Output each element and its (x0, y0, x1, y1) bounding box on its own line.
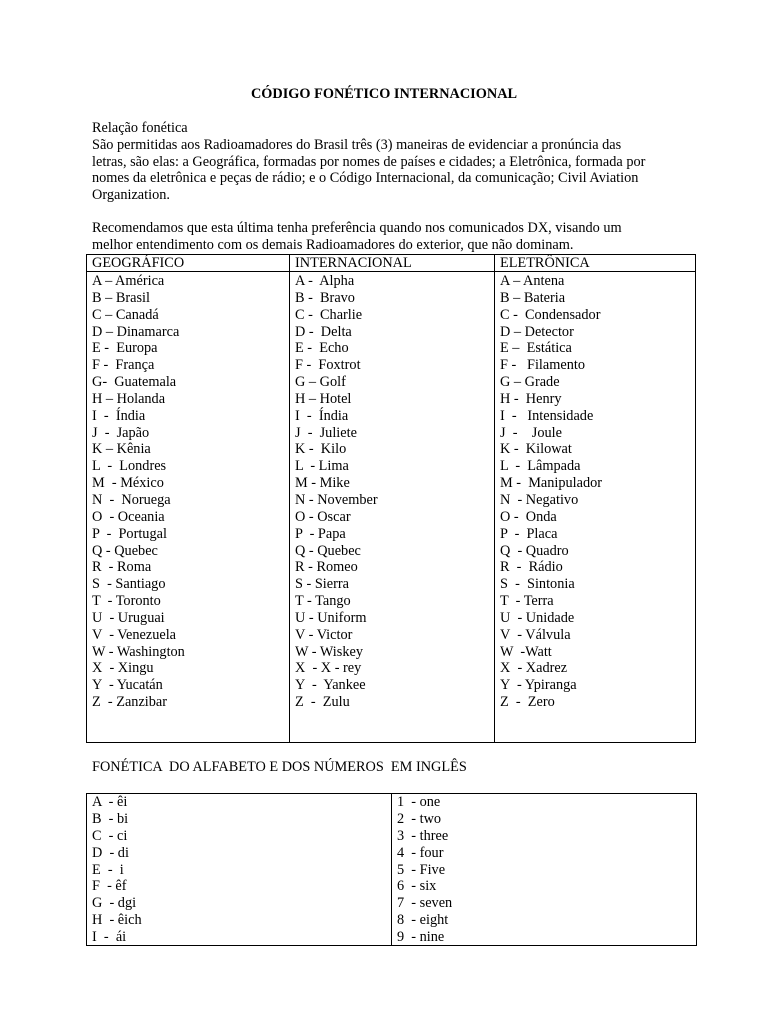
internacional-entry: B - Bravo (295, 289, 355, 306)
number-entry: 3 - three (397, 827, 449, 844)
numbers-column (392, 794, 696, 945)
geografico-entry: Z - Zanzibar (92, 694, 168, 711)
internacional-entry: N - November (295, 491, 378, 508)
internacional-entry: G – Golf (295, 374, 346, 391)
header-internacional: INTERNACIONAL (290, 255, 494, 272)
letter-entry: I - ái (92, 929, 127, 946)
internacional-entry: Q - Quebec (295, 542, 361, 559)
internacional-entry: I - Índia (295, 407, 349, 424)
eletronica-entry: K - Kilowat (500, 441, 572, 458)
letter-entry: H - êich (92, 912, 142, 929)
geografico-entry: R - Roma (92, 559, 152, 576)
geografico-entry: E - Europa (92, 340, 158, 357)
geografico-entry: A – América (92, 273, 165, 289)
geografico-entry: C – Canadá (92, 306, 159, 323)
number-entry: 5 - Five (397, 861, 446, 878)
eletronica-entry: V - Válvula (500, 626, 571, 643)
letter-entry: B - bi (92, 810, 129, 827)
eletronica-entry: H - Henry (500, 390, 562, 407)
eletronica-entry: R - Rádio (500, 559, 563, 576)
letters-column (87, 794, 392, 945)
eletronica-entry: L - Lâmpada (500, 458, 581, 475)
geografico-entry: N - Noruega (92, 491, 171, 508)
eletronica-entry: B – Bateria (500, 289, 566, 306)
header-eletronica: ELETRÔNICA (495, 255, 695, 272)
geografico-entry: G- Guatemala (92, 374, 177, 391)
geografico-entry: V - Venezuela (92, 626, 177, 643)
eletronica-rows (495, 272, 695, 711)
internacional-entry: D - Delta (295, 323, 352, 340)
internacional-column (290, 255, 495, 742)
number-entry: 4 - four (397, 844, 444, 861)
letter-entry: C - ci (92, 827, 128, 844)
geografico-entry: Y - Yucatán (92, 677, 163, 694)
letter-entry: G - dgi (92, 895, 137, 912)
geografico-entry: T - Toronto (92, 593, 161, 610)
internacional-entry: O - Oscar (295, 508, 351, 525)
internacional-entry: V - Victor (295, 626, 353, 643)
number-entry: 7 - seven (397, 895, 453, 912)
internacional-entry: E - Echo (295, 340, 349, 357)
letter-entry: A - êi (92, 794, 128, 810)
eletronica-entry: S - Sintonia (500, 576, 575, 593)
geografico-entry: P - Portugal (92, 525, 167, 542)
number-entry: 8 - eight (397, 912, 449, 929)
eletronica-entry: Q - Quadro (500, 542, 569, 559)
internacional-entry: W - Wiskey (295, 643, 363, 660)
internacional-entry: C - Charlie (295, 306, 363, 323)
eletronica-entry: M - Manipulador (500, 475, 603, 492)
internacional-entry: J - Juliete (295, 424, 357, 441)
geografico-entry: B – Brasil (92, 289, 150, 306)
geografico-entry: H – Holanda (92, 390, 166, 407)
intro-paragraph (92, 120, 698, 204)
intro-line: nomes da eletrônica e peças de rádio; e o Código Internacional, da comunicação; Civil Aviation (92, 170, 639, 187)
intro-line: letras, são elas: a Geográfica, formadas por nomes de países e cidades; a Eletrônica, formada por (92, 153, 646, 170)
eletronica-entry: I - Intensidade (500, 407, 594, 424)
internacional-entry: K - Kilo (295, 441, 347, 458)
number-entry: 6 - six (397, 878, 437, 895)
document-title: CÓDIGO FONÉTICO INTERNACIONAL (250, 86, 518, 102)
eletronica-entry: T - Terra (500, 593, 554, 610)
geografico-entry: K – Kênia (92, 441, 151, 458)
internacional-entry: F - Foxtrot (295, 357, 361, 374)
internacional-entry: Y - Yankee (295, 677, 366, 694)
eletronica-entry: F - Filamento (500, 357, 585, 374)
geografico-entry: J - Japão (92, 424, 150, 441)
eletronica-entry: G – Grade (500, 374, 560, 391)
internacional-entry: S - Sierra (295, 576, 349, 593)
letter-entry: D - di (92, 844, 129, 861)
geografico-entry: O - Oceania (92, 508, 165, 525)
eletronica-entry: P - Placa (500, 525, 558, 542)
eletronica-entry: W -Watt (500, 643, 552, 660)
internacional-entry: U - Uniform (295, 609, 367, 626)
phonetic-table (86, 254, 696, 743)
letter-entry: E - i (92, 861, 124, 878)
intro-line: Organization. (92, 187, 170, 204)
geografico-entry: X - Xingu (92, 660, 154, 677)
number-entry: 9 - nine (397, 929, 445, 946)
eletronica-entry: O - Onda (500, 508, 557, 525)
eletronica-entry: C - Condensador (500, 306, 601, 323)
eletronica-entry: D – Detector (500, 323, 574, 340)
english-phonetic-table (86, 793, 697, 946)
internacional-entry: L - Lima (295, 458, 349, 475)
geografico-column (87, 255, 290, 742)
geografico-rows (87, 272, 289, 711)
geografico-entry: L - Londres (92, 458, 167, 475)
recommend-line: Recomendamos que esta última tenha preferência quando nos comunicados DX, visando um (92, 220, 622, 236)
geografico-entry: U - Uruguai (92, 609, 165, 626)
header-geografico: GEOGRÁFICO (87, 255, 289, 272)
eletronica-entry: Y - Ypiranga (500, 677, 577, 694)
eletronica-entry: X - Xadrez (500, 660, 568, 677)
geografico-entry: I - Índia (92, 407, 146, 424)
internacional-entry: T - Tango (295, 593, 351, 610)
recommend-line: melhor entendimento com os demais Radioamadores do exterior, que não dominam. (92, 236, 574, 253)
eletronica-column (495, 255, 695, 742)
eletronica-entry: N - Negativo (500, 491, 579, 508)
internacional-entry: R - Romeo (295, 559, 358, 576)
internacional-entry: H – Hotel (295, 390, 352, 407)
internacional-entry: M - Mike (295, 475, 350, 492)
geografico-entry: M - México (92, 475, 164, 492)
eletronica-entry: J - Joule (500, 424, 562, 441)
geografico-entry: D – Dinamarca (92, 323, 180, 340)
geografico-entry: W - Washington (92, 643, 185, 660)
eletronica-entry: E – Estática (500, 340, 572, 357)
english-phonetics-subtitle: FONÉTICA DO ALFABETO E DOS NÚMEROS EM INGLÊS (92, 759, 467, 775)
number-entry: 2 - two (397, 810, 442, 827)
internacional-entry: A - Alpha (295, 273, 355, 289)
internacional-entry: Z - Zulu (295, 694, 350, 711)
intro-line: São permitidas aos Radioamadores do Brasil três (3) maneiras de evidenciar a pronúncia das (92, 136, 622, 153)
geografico-entry: F - França (92, 357, 155, 374)
intro-line: Relação fonética (92, 120, 188, 136)
eletronica-entry: U - Unidade (500, 609, 575, 626)
eletronica-entry: Z - Zero (500, 694, 555, 711)
geografico-entry: Q - Quebec (92, 542, 158, 559)
eletronica-entry: A – Antena (500, 273, 565, 289)
internacional-entry: P - Papa (295, 525, 346, 542)
internacional-entry: X - X - rey (295, 660, 362, 677)
geografico-entry: S - Santiago (92, 576, 166, 593)
number-entry: 1 - one (397, 794, 441, 810)
recommendation-paragraph (92, 220, 698, 254)
internacional-rows (290, 272, 494, 711)
letter-entry: F - êf (92, 878, 127, 895)
